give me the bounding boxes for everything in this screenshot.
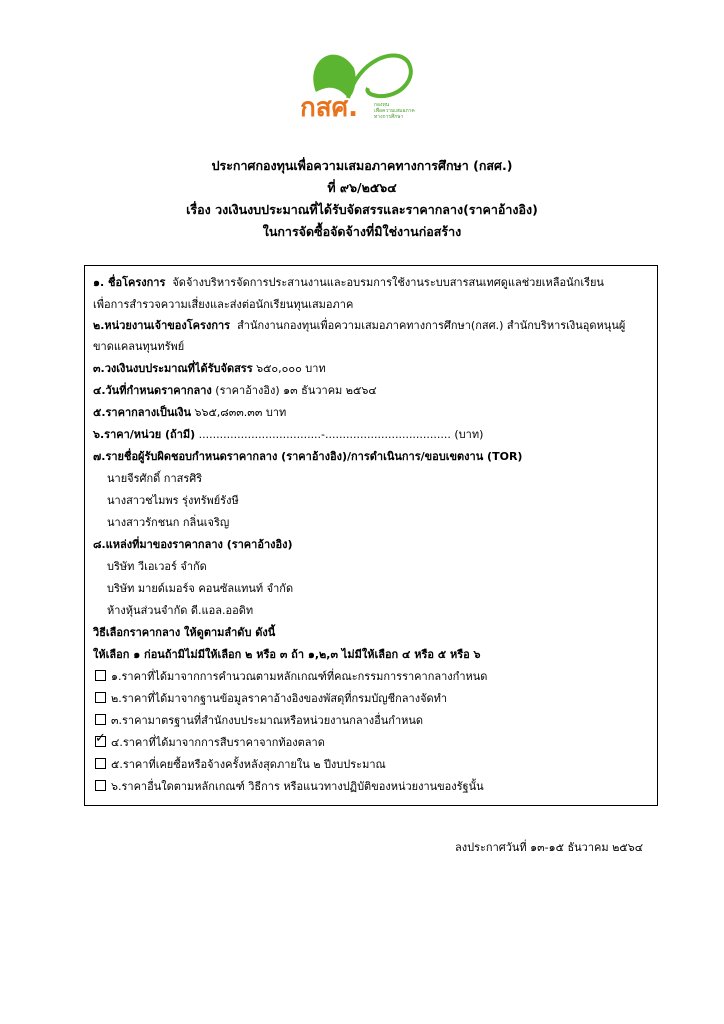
- date-value: (ราคาอ้างอิง) ๑๓ ธันวาคม ๒๕๖๔: [215, 384, 377, 397]
- budget-row: [93, 362, 326, 376]
- option-4-label: ๔.ราคาที่ได้มาจากการสืบราคาจากท้องตลาด: [111, 736, 325, 749]
- announcement-scope: ในการจัดซื้อจัดจ้างที่มิใช่งานก่อสร้าง: [262, 224, 462, 239]
- details-box: [84, 265, 658, 806]
- leaf-curve: [348, 55, 411, 98]
- unit-price-value: ...................................-.................................... (บาท): [198, 428, 484, 441]
- option-2-checkbox[interactable]: [95, 692, 106, 703]
- project-row: [93, 276, 604, 290]
- logo-letters: กสศ.: [300, 93, 358, 123]
- project-value-cont: เพื่อการสำรวจความเสี่ยงและส่งต่อนักเรียนทุนเสมอภาค: [93, 298, 354, 311]
- responsible-name: นางสาวชไมพร รุ่งทรัพย์รังษี: [107, 494, 239, 507]
- median-price-value: ๖๖๕,๘๓๓.๓๓ บาท: [194, 406, 287, 419]
- source-item: บริษัท วีเอเวอร์ จำกัด: [107, 560, 207, 573]
- logo-caption-2: เพื่อความเสมอภาค: [374, 108, 415, 114]
- source-item: บริษัท มายด์เมอร์จ คอนซัลแทนท์ จำกัด: [107, 582, 294, 595]
- budget-value: ๖๕๐,๐๐๐ บาท: [256, 362, 326, 375]
- announcement-subject: เรื่อง วงเงินงบประมาณที่ได้รับจัดสรรและราคากลาง(ราคาอ้างอิง): [186, 202, 538, 217]
- method-option: [95, 670, 487, 684]
- method-rule: ให้เลือก ๑ ก่อนถ้ามิไม่มีให้เลือก ๒ หรือ ๓ ถ้า ๑,๒,๓ ไม่มีให้เลือก ๔ หรือ ๕ หรือ ๖: [93, 648, 481, 661]
- owner-value: สำนักงานกองทุนเพื่อความเสมอภาคทางการศึกษา(กสศ.) สำนักบริหารเงินอุดหนุนผู้: [237, 319, 626, 332]
- unit-price-row: [93, 428, 483, 442]
- announcement-number: ที่ ๙๖/๒๕๖๔: [327, 180, 397, 195]
- method-option: [95, 758, 386, 772]
- option-4-checkbox[interactable]: [95, 736, 106, 747]
- option-5-label: ๕.ราคาที่เคยซื้อหรือจ้างครั้งหลังสุดภายใน ๒ ปีงบประมาณ: [111, 758, 386, 771]
- method-option: [95, 780, 484, 794]
- option-6-label: ๖.ราคาอื่นใดตามหลักเกณฑ์ วิธีการ หรือแนวทางปฏิบัติของหน่วยงานของรัฐนั้น: [111, 780, 484, 793]
- median-price-label: ๕.ราคากลางเป็นเงิน: [93, 406, 191, 419]
- owner-row: [93, 319, 625, 333]
- option-6-checkbox[interactable]: [95, 780, 106, 791]
- option-1-label: ๑.ราคาที่ได้มาจากการคำนวณตามหลักเกณฑ์ที่คณะกรรมการราคากลางกำหนด: [111, 670, 488, 683]
- sources-label: ๘.แหล่งที่มาของราคากลาง (ราคาอ้างอิง): [93, 538, 293, 551]
- source-item: ห้างหุ้นส่วนจำกัด ดี.แอล.ออดิท: [107, 604, 254, 617]
- responsible-name: นายจีรศักดิ์ กาสรศิริ: [107, 472, 203, 485]
- date-label: ๔.วันที่กำหนดราคากลาง: [93, 384, 212, 397]
- logo-caption-3: ทางการศึกษา: [374, 114, 404, 120]
- method-option: [95, 736, 325, 750]
- method-option: [95, 692, 447, 706]
- signed-date: ลงประกาศวันที่ ๑๓-๑๕ ธันวาคม ๒๕๖๔: [455, 841, 644, 854]
- announcement-title: ประกาศกองทุนเพื่อความเสมอภาคทางการศึกษา (กสศ.): [211, 158, 513, 173]
- project-value: จัดจ้างบริหารจัดการประสานงานและอบรมการใช้งานระบบสารสนเทศดูแลช่วยเหลือนักเรียน: [172, 276, 604, 289]
- logo-caption-1: กองทุน: [374, 102, 390, 108]
- option-5-checkbox[interactable]: [95, 758, 106, 769]
- option-3-label: ๓.ราคามาตรฐานที่สำนักงบประมาณหรือหน่วยงานกลางอื่นกำหนด: [111, 714, 424, 727]
- option-1-checkbox[interactable]: [95, 670, 106, 681]
- gsf-logo: [296, 40, 426, 130]
- project-label: ๑. ชื่อโครงการ: [93, 276, 166, 289]
- date-row: [93, 384, 377, 398]
- budget-label: ๓.วงเงินงบประมาณที่ได้รับจัดสรร: [93, 362, 253, 375]
- median-price-row: [93, 406, 286, 420]
- method-title: วิธีเลือกราคากลาง ให้ดูตามลำดับ ดังนี้: [93, 626, 276, 639]
- unit-price-label: ๖.ราคา/หน่วย (ถ้ามี): [93, 428, 196, 441]
- owner-value-cont: ขาดแคลนทุนทรัพย์: [93, 340, 185, 353]
- method-option: [95, 714, 423, 728]
- option-3-checkbox[interactable]: [95, 714, 106, 725]
- responsible-name: นางสาวรักชนก กลิ่นเจริญ: [107, 516, 230, 529]
- responsible-label: ๗.รายชื่อผู้รับผิดชอบกำหนดราคากลาง (ราคาอ้างอิง)/การดำเนินการ/ขอบเขตงาน (TOR): [93, 450, 523, 463]
- option-2-label: ๒.ราคาที่ได้มาจากฐานข้อมูลราคาอ้างอิงของพัสดุที่กรมบัญชีกลางจัดทำ: [111, 692, 448, 705]
- owner-label: ๒.หน่วยงานเจ้าของโครงการ: [93, 319, 231, 332]
